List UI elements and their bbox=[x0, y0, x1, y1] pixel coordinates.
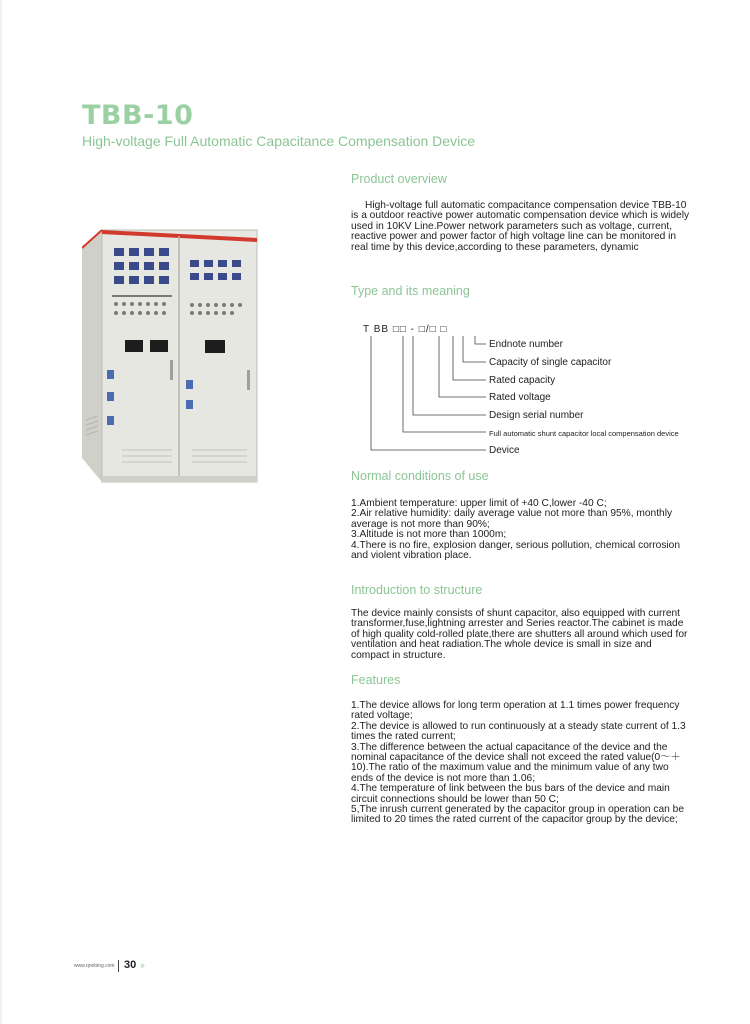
structure-text: The device mainly consists of shunt capacitor, also equipped with current transformer,fuse,lightning arrester and Series reactor.The cabinet is made of high quality cold-rolled plate,there are shutters all around which used for ventilation and heat radiation.The whole device is small in size and compact in structure. bbox=[351, 608, 688, 661]
section-heading-features: Features bbox=[351, 673, 401, 687]
features-item: 1.The device allows for long term operation at 1.1 times power frequency rated voltage; bbox=[351, 700, 680, 722]
footer-divider bbox=[118, 960, 119, 972]
type-leader-lines bbox=[351, 318, 511, 468]
overview-text: High-voltage full automatic compacitance compensation device TBB-10 is a outdoor reactive power automatic compensation device which is widely used in 10KV Line.Power network parameters such as voltage, current, reactive power and power factor of high voltage line can be monitored in real time by this device,according to these parameters, dynamic bbox=[351, 200, 690, 253]
features-list bbox=[351, 701, 691, 826]
structure-paragraph bbox=[351, 609, 691, 661]
cabinet-side-panel bbox=[82, 230, 102, 482]
section-heading-structure: Introduction to structure bbox=[351, 583, 483, 597]
type-code: T BB □□ - □/□ □ bbox=[363, 324, 448, 335]
conditions-item: 3.Altitude is not more than 1000m; bbox=[351, 529, 507, 541]
page-title: TBB-10 bbox=[82, 100, 194, 131]
footer-url: www.qnebing.com bbox=[74, 963, 115, 969]
chevron-right-icon: ››› bbox=[140, 960, 143, 970]
conditions-item: 4.There is no fire, explosion danger, serious pollution, chemical corrosion and violent vibration place. bbox=[351, 539, 681, 562]
conditions-item: 2.Air relative humidity: daily average value not more than 95%, monthly average is not more than 90%; bbox=[351, 508, 673, 530]
type-label-endnote: Endnote number bbox=[489, 339, 563, 350]
type-label-rated-capacity: Rated capacity bbox=[489, 375, 556, 386]
features-item: 5,The inrush current generated by the capacitor group in operation can be limited to 20 times the rated current of the capacitor group by the device; bbox=[351, 804, 685, 826]
type-label-design-serial: Design serial number bbox=[489, 410, 584, 421]
display-window-right bbox=[205, 340, 225, 353]
cabinet-product-image bbox=[82, 220, 267, 490]
page-subtitle: High-voltage Full Automatic Capacitance Compensation Device bbox=[82, 133, 475, 149]
section-heading-overview: Product overview bbox=[351, 172, 447, 186]
section-heading-type: Type and its meaning bbox=[351, 284, 470, 298]
section-heading-conditions: Normal conditions of use bbox=[351, 469, 489, 483]
overview-paragraph bbox=[351, 201, 691, 253]
features-item: 4.The temperature of link between the bus bars of the device and main circuit connections should be lower than 50 C; bbox=[351, 783, 670, 805]
conditions-item: 1.Ambient temperature: upper limit of +40 C,lower -40 C; bbox=[351, 498, 607, 509]
type-label-device: Device bbox=[489, 445, 520, 456]
type-meaning-diagram bbox=[351, 318, 711, 468]
page-number: 30 bbox=[124, 959, 137, 971]
page-edge-strip bbox=[0, 0, 2, 1024]
type-label-full-automatic: Full automatic shunt capacitor local compensation device bbox=[489, 429, 679, 438]
features-item: 3.The difference between the actual capacitance of the device and the nominal capacitance of the device shall not exceed the rated value(0～＋10).The ratio of the maximum value and the minimum value of any two ends of the device is not more than 1.06; bbox=[351, 741, 681, 784]
conditions-list bbox=[351, 499, 691, 561]
display-window-left-2 bbox=[150, 340, 168, 352]
type-label-capacity-single: Capacity of single capacitor bbox=[489, 357, 612, 368]
display-window-left-1 bbox=[125, 340, 143, 352]
type-label-rated-voltage: Rated voltage bbox=[489, 392, 551, 403]
features-item: 2.The device is allowed to run continuously at a steady state current of 1.3 times the rated current; bbox=[351, 720, 686, 743]
